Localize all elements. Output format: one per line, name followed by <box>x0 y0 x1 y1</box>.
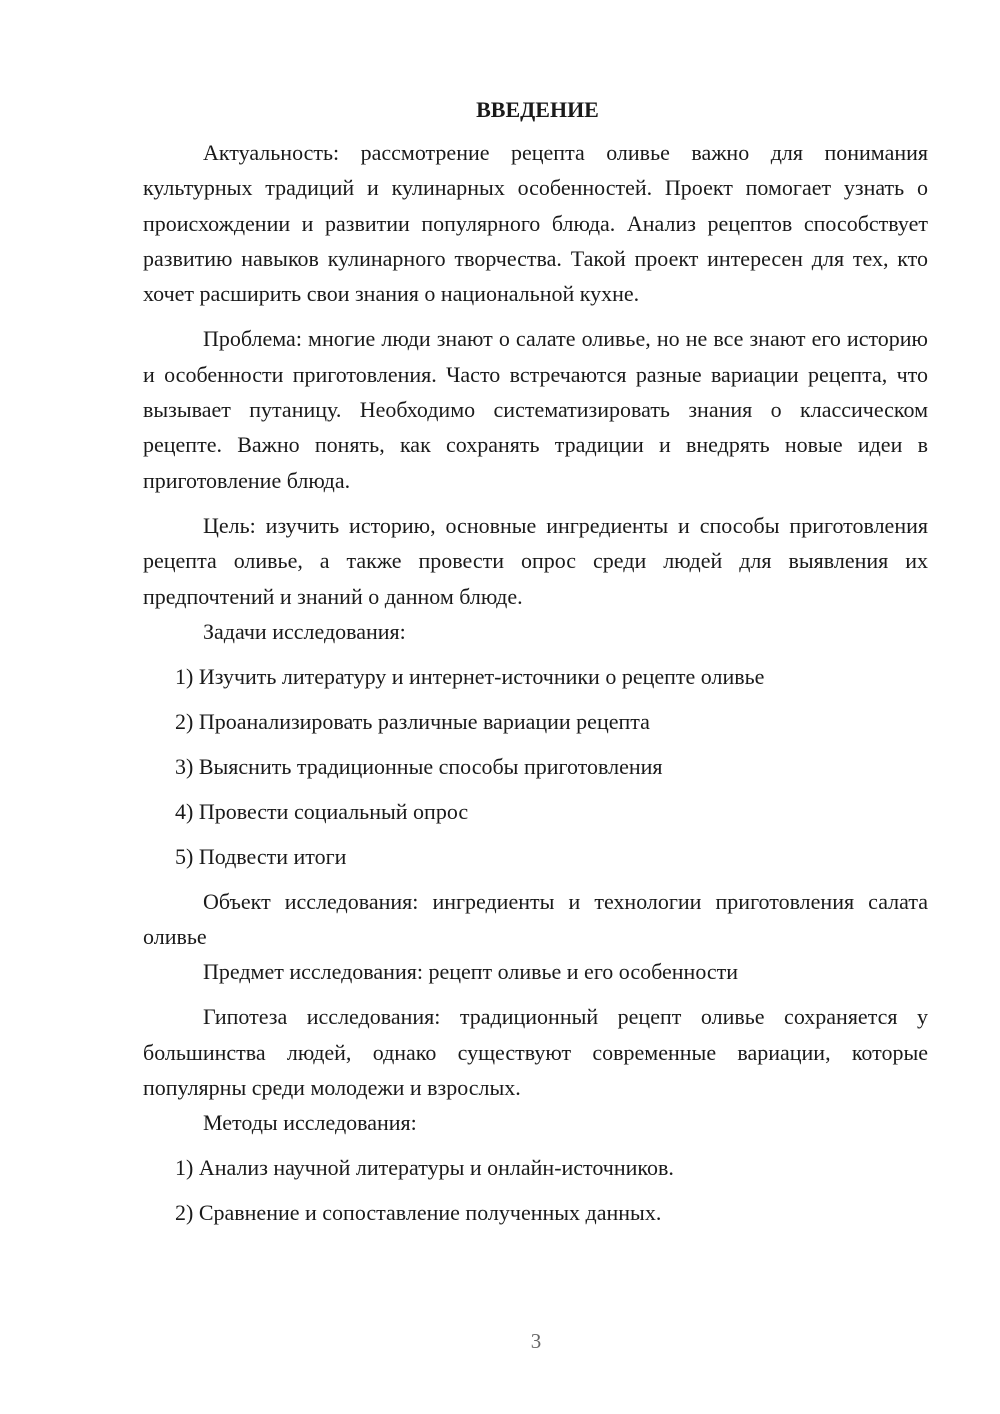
method-item-2: 2) Сравнение и сопоставление полученных данных. <box>175 1200 662 1226</box>
task-item-5: 5) Подвести итоги <box>175 843 347 869</box>
section-title: ВВЕДЕНИЕ <box>476 97 599 122</box>
relevance-paragraph: Актуальность: рассмотрение рецепта оливье важно для понимания культурных традиций и кулинарных особенностей. Проект помогает узнать о происхождении и развитии популярного блюда. Анализ рецептов способствует развитию навыков кулинарного творчества. Такой проект интересен для тех, кто хочет расширить свои знания о национальной кухне. <box>143 140 928 307</box>
method-item-1: 1) Анализ научной литературы и онлайн-источников. <box>175 1155 674 1181</box>
methods-heading: Методы исследования: <box>203 1110 417 1136</box>
hypothesis-paragraph: Гипотеза исследования: традиционный рецепт оливье сохраняется у большинства людей, однако существуют современные вариации, которые популярны среди молодежи и взрослых. <box>143 1004 928 1101</box>
subject-paragraph: Предмет исследования: рецепт оливье и его особенности <box>203 959 739 985</box>
task-item-1: 1) Изучить литературу и интернет-источники о рецепте оливье <box>175 663 765 689</box>
task-item-3: 3) Выяснить традиционные способы приготовления <box>175 753 663 779</box>
object-paragraph: Объект исследования: ингредиенты и технологии приготовления салата оливье <box>143 888 928 950</box>
tasks-heading: Задачи исследования: <box>203 618 406 644</box>
page-number: 3 <box>530 1329 542 1353</box>
problem-paragraph: Проблема: многие люди знают о салате оливье, но не все знают его историю и особенности приготовления. Часто встречаются разные вариации рецепта, что вызывает путаницу. Необходимо систематизировать знания о классическом рецепте. Важно понять, как сохранять традиции и внедрять новые идеи в приготовление блюда. <box>143 326 928 493</box>
task-item-2: 2) Проанализировать различные вариации рецепта <box>175 708 650 734</box>
task-item-4: 4) Провести социальный опрос <box>175 798 469 824</box>
document-page <box>143 92 928 1230</box>
goal-paragraph: Цель: изучить историю, основные ингредиенты и способы приготовления рецепта оливье, а также провести опрос среди людей для выявления их предпочтений и знаний о данном блюде. <box>143 512 928 609</box>
